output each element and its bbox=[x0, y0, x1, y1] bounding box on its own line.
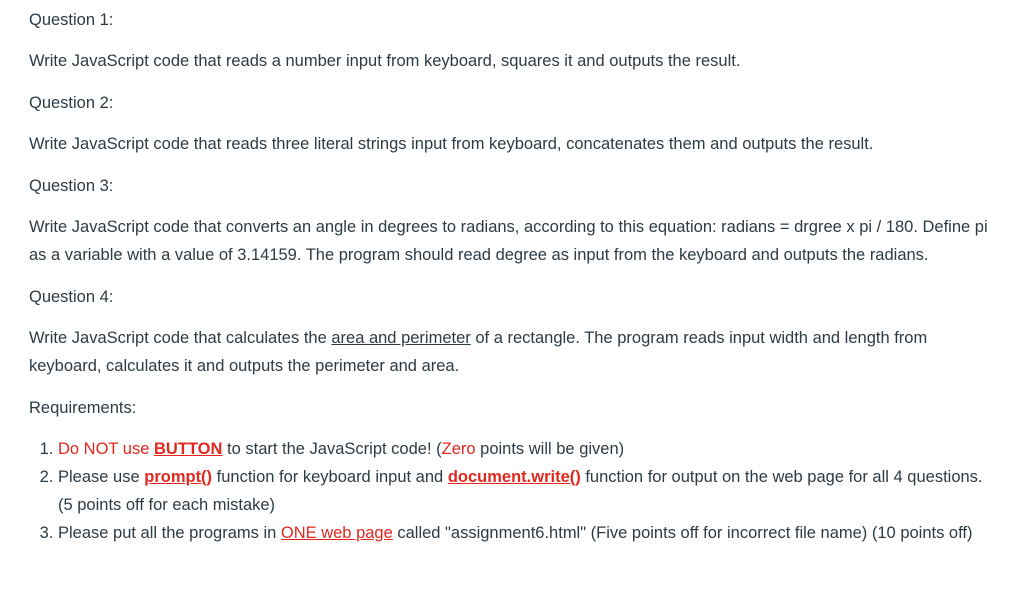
requirement-3 bbox=[58, 519, 997, 547]
one-web-page-link[interactable]: ONE web page bbox=[280, 524, 393, 542]
area-perimeter-underlined: area and perimeter bbox=[331, 329, 471, 347]
button-keyword: BUTTON bbox=[153, 440, 223, 458]
question-4-text-before: Write JavaScript code that calculates the bbox=[29, 329, 332, 347]
requirement-2-after: function for output on the web page for all 4 questions. (5 points off for each mistake) bbox=[58, 468, 983, 514]
question-3-heading: Question 3: bbox=[29, 177, 114, 195]
question-2-text: Write JavaScript code that reads three literal strings input from keyboard, concatenates them and outputs the result. bbox=[29, 135, 874, 153]
question-1-heading: Question 1: bbox=[29, 11, 114, 29]
document-write-keyword: document.write() bbox=[447, 468, 581, 486]
question-4-text bbox=[29, 324, 997, 380]
question-1-text: Write JavaScript code that reads a number input from keyboard, squares it and outputs the result. bbox=[29, 52, 741, 70]
requirement-2-mid: function for keyboard input and bbox=[212, 468, 448, 486]
requirement-2 bbox=[58, 463, 997, 519]
zero-keyword: Zero bbox=[441, 440, 476, 458]
requirements-list bbox=[29, 435, 997, 547]
question-3-text: Write JavaScript code that converts an angle in degrees to radians, according to this equation: radians = drgree x pi / 180. Define pi as a variable with a value of 3.14159. The program should read degree as input from the keyboard and outputs the radians. bbox=[29, 218, 988, 264]
requirement-3-before: Please put all the programs in bbox=[58, 524, 281, 542]
requirement-1-end: points will be given) bbox=[475, 440, 625, 458]
requirements-heading: Requirements: bbox=[29, 399, 137, 417]
question-4-heading: Question 4: bbox=[29, 288, 114, 306]
requirement-1-warning: Do NOT use bbox=[58, 440, 154, 458]
prompt-keyword: prompt() bbox=[144, 468, 213, 486]
requirement-3-after: called "assignment6.html" (Five points off for incorrect file name) (10 points off) bbox=[392, 524, 973, 542]
question-4-text-after: of a rectangle. The program reads input width and length from keyboard, calculates it and outputs the perimeter and area. bbox=[29, 329, 928, 375]
requirement-2-before: Please use bbox=[58, 468, 145, 486]
question-2-heading: Question 2: bbox=[29, 94, 114, 112]
requirement-1 bbox=[58, 435, 997, 463]
requirement-1-mid: to start the JavaScript code! ( bbox=[222, 440, 442, 458]
assignment-content bbox=[29, 6, 997, 547]
